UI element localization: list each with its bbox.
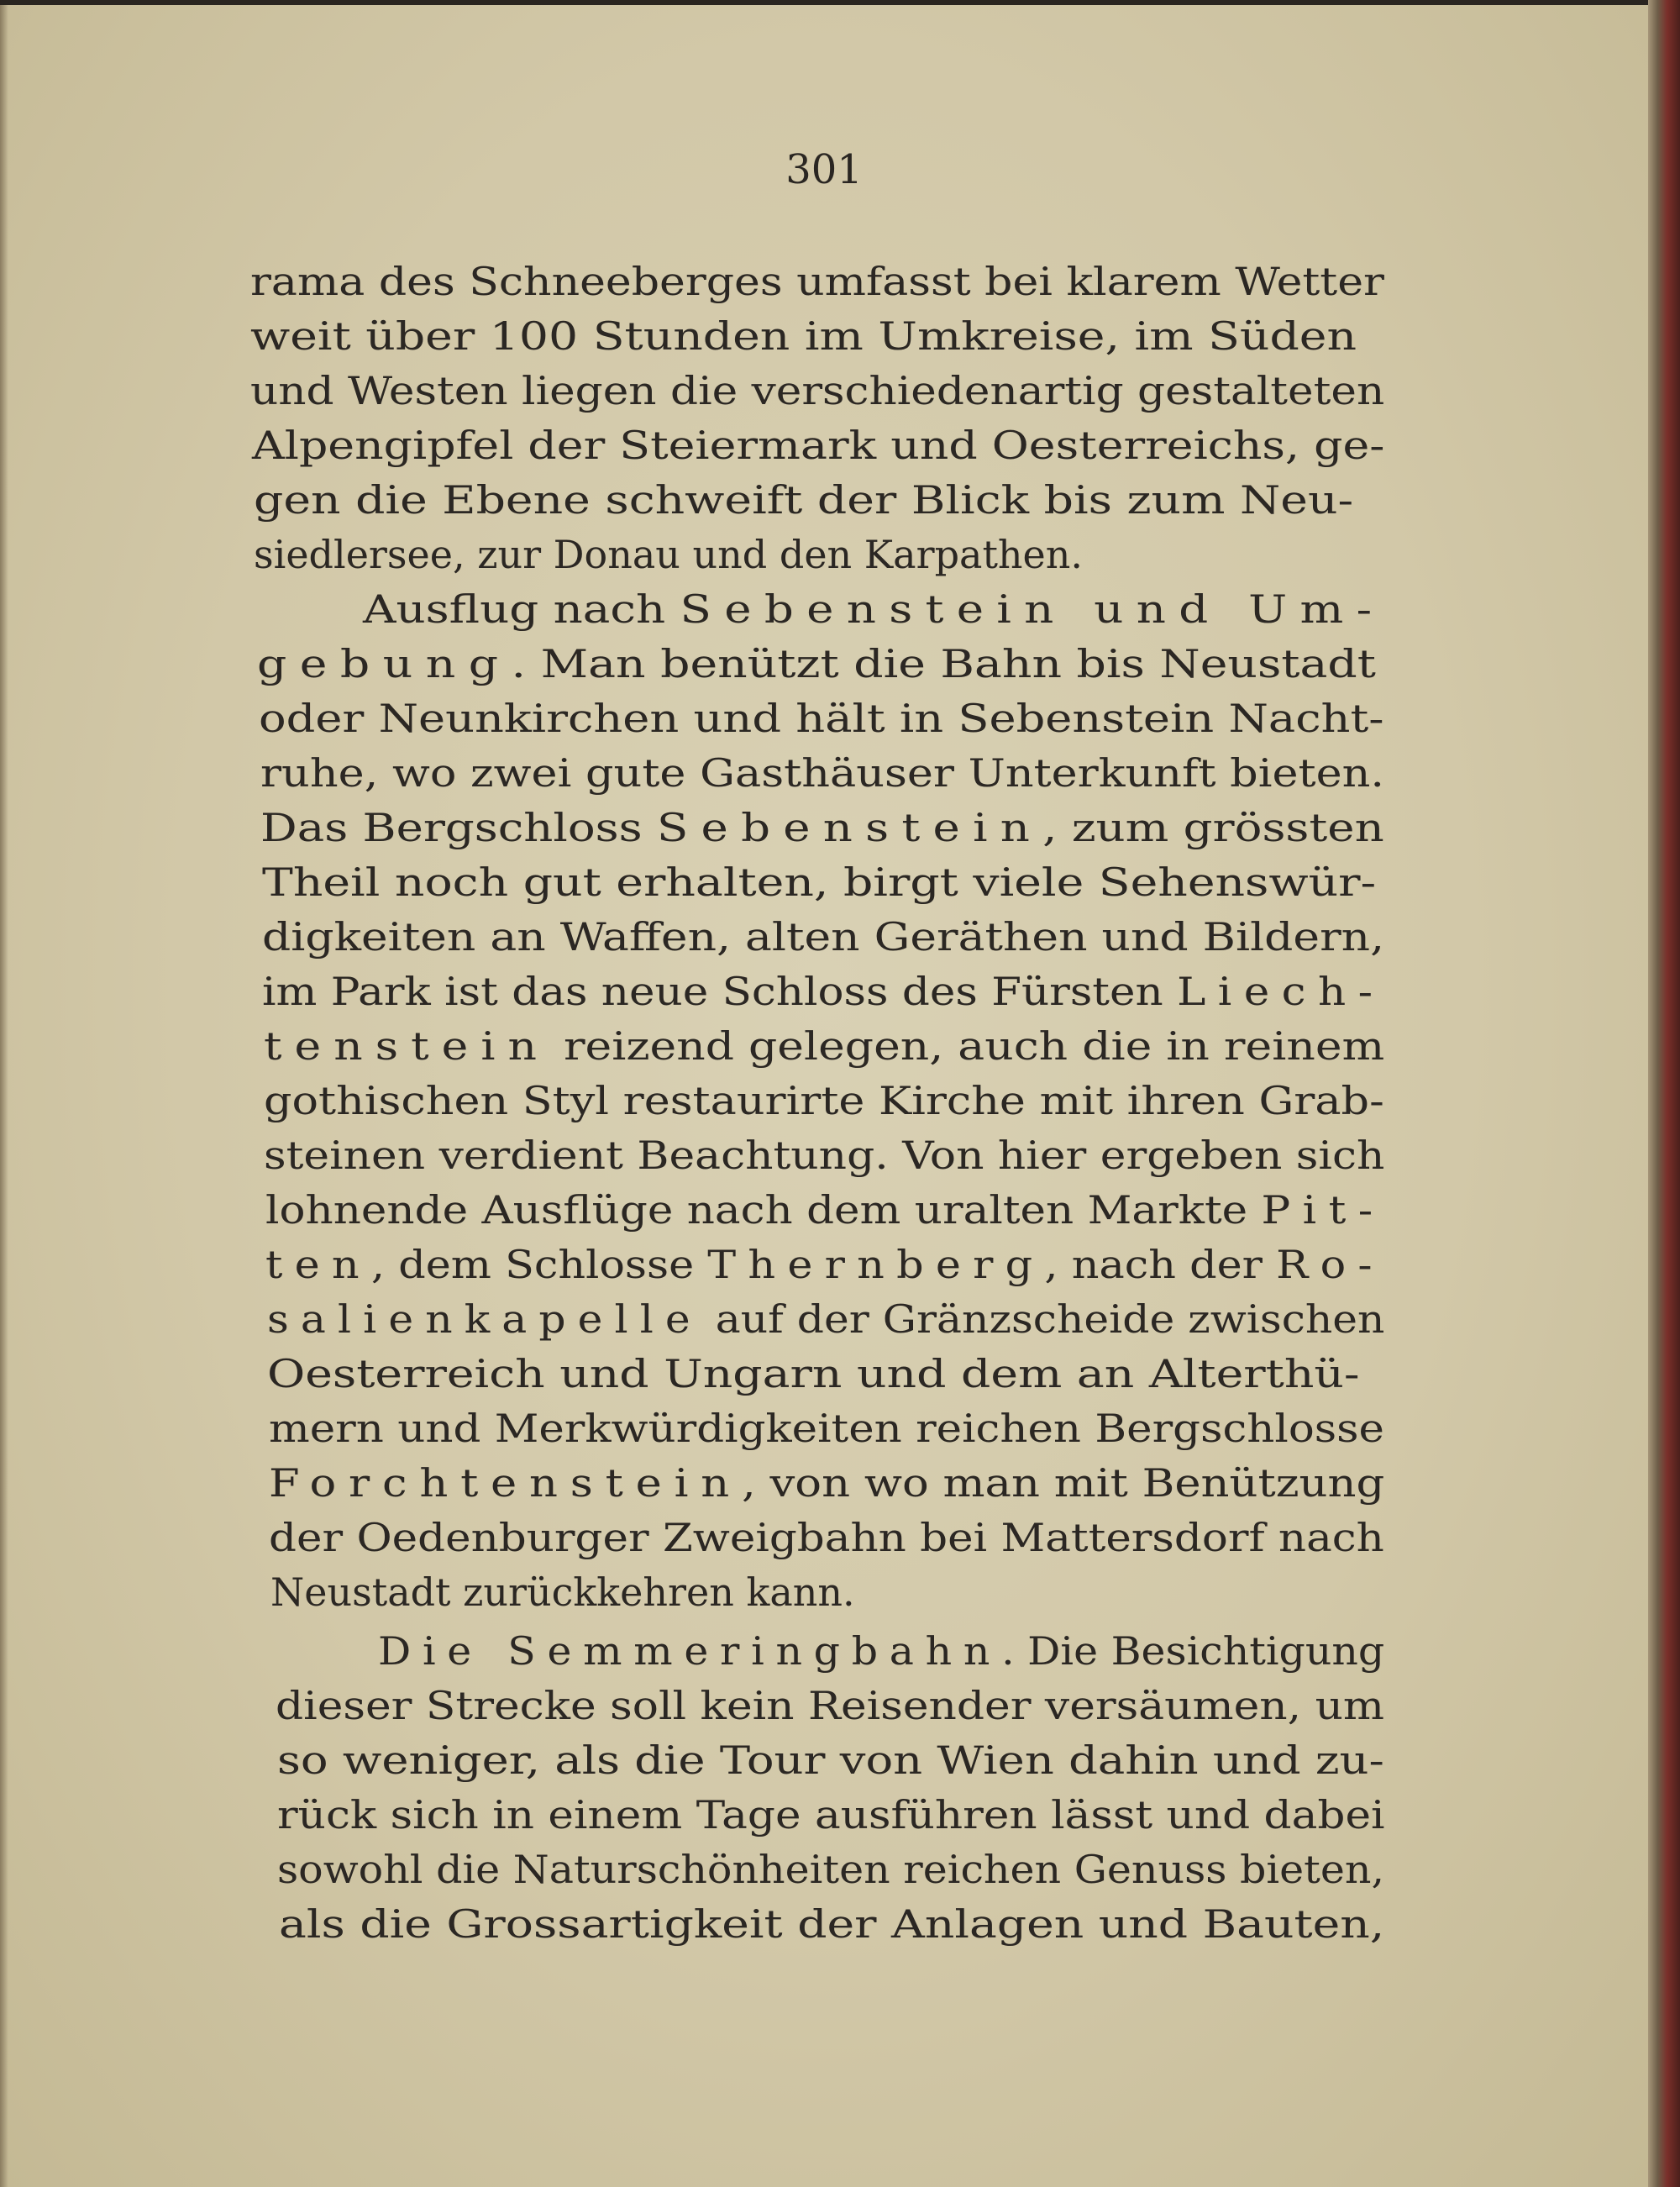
text-line: ruhe, wo zwei gute Gasthäuser Unterkunft bieten. bbox=[260, 750, 1385, 796]
text-line: oder Neunkirchen und hält in Sebenstein Nacht- bbox=[259, 696, 1384, 741]
text-line: Alpengipfel der Steiermark und Oesterreichs, ge- bbox=[252, 423, 1385, 468]
text-line: Neustadt zurückkehren kann. bbox=[270, 1569, 855, 1615]
text-line: salienkapelle auf der Gränzscheide zwischen bbox=[267, 1296, 1385, 1342]
text-line: rama des Schneeberges umfasst bei klarem Wetter bbox=[250, 259, 1384, 304]
text-line: Die Semmeringbahn. Die Besichtigung bbox=[378, 1628, 1385, 1674]
text-line: siedlersee, zur Donau und den Karpathen. bbox=[254, 532, 1084, 577]
text-line: mern und Merkwürdigkeiten reichen Bergschlosse bbox=[269, 1406, 1384, 1451]
spaced-emphasis: salienkapelle bbox=[267, 1296, 702, 1342]
spaced-emphasis: Forchtenstein bbox=[269, 1460, 742, 1506]
text-line: Das Bergschloss Sebenstein, zum grössten bbox=[260, 805, 1384, 850]
text-line: rück sich in einem Tage ausführen lässt und dabei bbox=[277, 1792, 1385, 1837]
text-line: Forchtenstein, von wo man mit Benützung bbox=[269, 1460, 1385, 1506]
text-line: gebung. Man benützt die Bahn bis Neustadt bbox=[257, 641, 1376, 686]
text-line: tenstein reizend gelegen, auch die in reinem bbox=[264, 1023, 1385, 1069]
text-line: lohnende Ausflüge nach dem uralten Markte Pit- bbox=[265, 1187, 1385, 1233]
text-line: Oesterreich und Ungarn und dem an Alterthü- bbox=[267, 1351, 1360, 1396]
book-spine-edge bbox=[1648, 0, 1680, 2187]
text-line: weit über 100 Stunden im Umkreise, im Süden bbox=[250, 313, 1357, 359]
spaced-emphasis: Sebenstein und Um- bbox=[680, 586, 1385, 632]
spaced-emphasis: Sebenstein bbox=[656, 805, 1043, 850]
text-line: digkeiten an Waffen, alten Geräthen und Bildern, bbox=[262, 914, 1385, 959]
page-number: 301 bbox=[785, 146, 863, 193]
text-line: der Oedenburger Zweigbahn bei Mattersdorf nach bbox=[269, 1515, 1384, 1560]
text-line: gothischen Styl restaurirte Kirche mit ihren Grab- bbox=[264, 1078, 1384, 1123]
text-line: im Park ist das neue Schloss des Fürsten Liech- bbox=[262, 969, 1385, 1014]
text-line: Ausflug nach Sebenstein und Um- bbox=[363, 586, 1385, 632]
spaced-emphasis: Die Semmeringbahn bbox=[378, 1628, 1002, 1674]
text-line: dieser Strecke soll kein Reisender versäumen, um bbox=[276, 1683, 1385, 1728]
spaced-emphasis: Ro- bbox=[1276, 1242, 1384, 1287]
spaced-emphasis: gebung bbox=[257, 641, 512, 686]
spaced-emphasis: tenstein bbox=[264, 1023, 549, 1069]
text-line: gen die Ebene schweift der Blick bis zum Neu- bbox=[254, 477, 1354, 523]
text-line: ten, dem Schlosse Thernberg, nach der Ro- bbox=[265, 1242, 1384, 1287]
text-line: und Westen liegen die verschiedenartig gestalteten bbox=[250, 368, 1385, 413]
text-line: steinen verdient Beachtung. Von hier ergeben sich bbox=[264, 1133, 1385, 1178]
spaced-emphasis: Thernberg bbox=[707, 1242, 1045, 1287]
spaced-emphasis: Liech- bbox=[1177, 969, 1385, 1014]
page-left-shadow bbox=[0, 5, 8, 2187]
text-line: so weniger, als die Tour von Wien dahin und zu- bbox=[277, 1738, 1384, 1783]
book-page bbox=[0, 5, 1650, 2187]
spaced-emphasis: ten bbox=[265, 1242, 371, 1287]
text-line: sowohl die Naturschönheiten reichen Genuss bieten, bbox=[277, 1847, 1385, 1892]
text-line: Theil noch gut erhalten, birgt viele Sehenswür- bbox=[262, 860, 1377, 905]
spaced-emphasis: Pit- bbox=[1261, 1187, 1385, 1233]
text-line: als die Grossartigkeit der Anlagen und Bauten, bbox=[279, 1901, 1385, 1947]
